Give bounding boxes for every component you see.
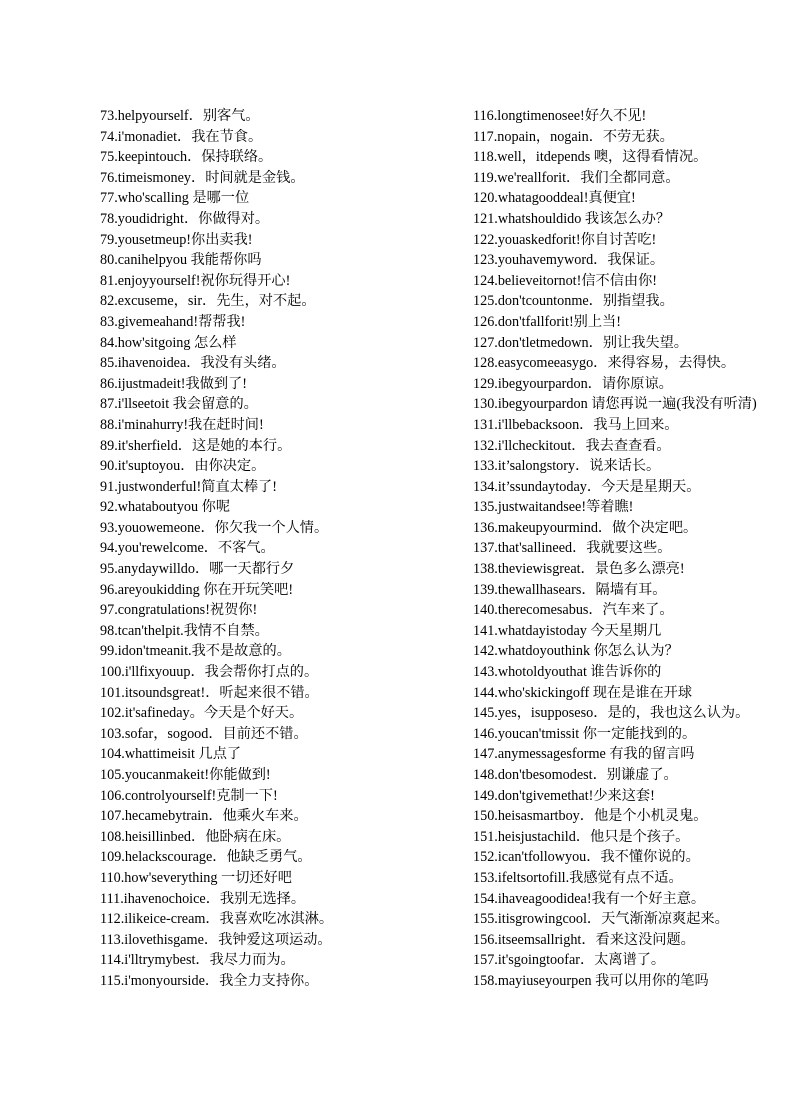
phrase-line: 105.youcanmakeit!你能做到! <box>100 767 271 783</box>
phrase-line: 100.i'llfixyouup．我会帮你打点的。 <box>100 664 319 681</box>
phrase-line: 82.excuseme，sir．先生，对不起。 <box>100 293 316 310</box>
phrase-line: 113.ilovethisgame．我钟爱这项运动。 <box>100 931 332 948</box>
phrase-line: 124.believeitornot!信不信由你! <box>473 272 658 289</box>
phrase-line: 125.don'tcountonme．别指望我。 <box>473 293 674 310</box>
phrase-line: 98.tcan'thelpit.我情不自禁。 <box>100 622 269 639</box>
phrase-line: 137.that'sallineed．我就要这些。 <box>473 540 672 557</box>
phrase-line: 155.itisgrowingcool．天气渐渐凉爽起来。 <box>473 911 729 928</box>
phrase-line: 94.you'rewelcome．不客气。 <box>100 540 275 557</box>
phrase-line: 95.anydaywilldo．哪一天都行夕 <box>100 561 295 578</box>
phrase-line: 127.don'tletmedown．别让我失望。 <box>473 334 688 351</box>
phrase-line: 84.how'sitgoing 怎么样 <box>100 334 237 351</box>
phrase-line: 117.nopain，nogain．不劳无获。 <box>473 128 674 145</box>
phrase-line: 111.ihavenochoice．我别无选择。 <box>100 890 306 907</box>
right-column <box>473 106 788 992</box>
phrase-line: 108.heisillinbed．他卧病在床。 <box>100 828 291 845</box>
phrase-line: 109.helackscourage．他缺乏勇气。 <box>100 849 312 866</box>
phrase-line: 107.hecamebytrain．他乘火车来。 <box>100 808 308 825</box>
phrase-line: 122.youaskedforit!你自讨苦吃! <box>473 231 657 248</box>
phrase-line: 148.don'tbesomodest．别谦虚了。 <box>473 767 678 783</box>
phrase-line: 75.keepintouch．保持联络。 <box>100 149 273 166</box>
phrase-line: 101.itsoundsgreat!．听起来很不错。 <box>100 684 319 701</box>
phrase-line: 76.timeismoney．时间就是金钱。 <box>100 169 305 186</box>
phrase-line: 141.whatdayistoday 今天星期几 <box>473 622 662 639</box>
left-column <box>100 106 460 992</box>
phrase-line: 129.ibegyourpardon．请你原谅。 <box>473 375 673 392</box>
phrase-line: 104.whattimeisit 几点了 <box>100 746 242 763</box>
phrase-line: 77.who'scalling 是哪一位 <box>100 190 250 207</box>
phrase-line: 118.well，itdepends 噢，这得看情况。 <box>473 149 708 166</box>
phrase-line: 140.therecomesabus．汽车来了。 <box>473 602 674 619</box>
phrase-line: 102.it'safineday。今天是个好天。 <box>100 705 304 722</box>
phrase-line: 89.it'sherfield．这是她的本行。 <box>100 437 292 454</box>
phrase-line: 152.ican'tfollowyou．我不懂你说的。 <box>473 849 700 866</box>
phrase-line: 120.whatagooddeal!真便宜! <box>473 190 636 207</box>
phrase-line: 156.itseemsallright．看来这没问题。 <box>473 931 695 948</box>
phrase-line: 154.ihaveagoodidea!我有一个好主意。 <box>473 890 706 907</box>
phrase-line: 73.helpyourself．别客气。 <box>100 108 260 124</box>
phrase-line: 144.who'skickingoff 现在是谁在开球 <box>473 684 693 701</box>
phrase-line: 106.controlyourself!克制一下! <box>100 787 278 804</box>
phrase-line: 123.youhavemyword．我保证。 <box>473 252 665 269</box>
phrase-line: 143.whotoldyouthat 谁告诉你的 <box>473 664 662 681</box>
phrase-line: 145.yes，isupposeso．是的，我也这么认为。 <box>473 705 750 722</box>
phrase-line: 128.easycomeeasygo．来得容易，去得快。 <box>473 355 736 372</box>
phrase-line: 80.canihelpyou 我能帮你吗 <box>100 252 262 269</box>
phrase-line: 150.heisasmartboy．他是个小机灵鬼。 <box>473 808 708 825</box>
phrase-line: 136.makeupyourmind．做个决定吧。 <box>473 519 698 536</box>
phrase-line: 99.idon'tmeanit.我不是故意的。 <box>100 643 291 660</box>
phrase-line: 74.i'monadiet．我在节食。 <box>100 128 263 145</box>
phrase-line: 87.i'llseetoit 我会留意的。 <box>100 396 258 413</box>
phrase-line: 132.i'llcheckitout．我去查查看。 <box>473 437 671 454</box>
phrase-line: 96.areyoukidding 你在开玩笑吧! <box>100 581 294 598</box>
phrase-line: 146.youcan'tmissit 你一定能找到的。 <box>473 725 697 742</box>
phrase-line: 78.youdidright．你做得对。 <box>100 210 270 227</box>
phrase-line: 85.ihavenoidea．我没有头绪。 <box>100 355 286 372</box>
phrase-line: 114.i'lltrymybest．我尽力而为。 <box>100 952 295 969</box>
phrase-line: 86.ijustmadeit!我做到了! <box>100 375 247 392</box>
phrase-line: 133.it’salongstory．说来话长。 <box>473 458 661 475</box>
phrase-line: 90.it'suptoyou．由你决定。 <box>100 458 266 475</box>
phrase-line: 79.yousetmeup!你出卖我! <box>100 231 253 248</box>
phrase-line: 91.justwonderful!简直太棒了! <box>100 478 277 495</box>
phrase-line: 151.heisjustachild．他只是个孩子。 <box>473 828 690 845</box>
phrase-line: 112.ilikeice-cream．我喜欢吃冰淇淋。 <box>100 911 334 928</box>
phrase-line: 153.ifeltsortofill.我感觉有点不适。 <box>473 869 683 886</box>
phrase-line: 93.youowemeone．你欠我一个人情。 <box>100 519 329 536</box>
phrase-line: 126.don'tfallforit!别上当! <box>473 313 621 330</box>
phrase-line: 130.ibegyourpardon 请您再说一遍(我没有听清) <box>473 396 757 413</box>
phrase-line: 81.enjoyyourself!祝你玩得开心! <box>100 272 291 289</box>
phrase-line: 83.givemeahand!帮帮我! <box>100 313 246 330</box>
phrase-line: 110.how'severything 一切还好吧 <box>100 869 292 886</box>
phrase-line: 147.anymessagesforme 有我的留言吗 <box>473 746 695 763</box>
phrase-line: 131.i'llbebacksoon．我马上回来。 <box>473 416 679 433</box>
phrase-line: 139.thewallhasears．隔墙有耳。 <box>473 581 667 598</box>
phrase-line: 134.it’ssundaytoday．今天是星期天。 <box>473 478 701 495</box>
phrase-line: 138.theviewisgreat．景色多么漂亮! <box>473 561 685 578</box>
phrase-line: 142.whatdoyouthink 你怎么认为？ <box>473 643 679 660</box>
phrase-line: 119.we'reallforit．我们全都同意。 <box>473 169 680 186</box>
phrase-line: 149.don'tgivemethat!少来这套! <box>473 787 655 804</box>
phrase-line: 135.justwaitandsee!等着瞧! <box>473 499 634 516</box>
phrase-line: 115.i'monyourside．我全力支持你。 <box>100 972 319 989</box>
phrase-line: 92.whataboutyou 你呢 <box>100 499 231 516</box>
phrase-line: 157.it'sgoingtoofar．太离谱了。 <box>473 952 666 969</box>
phrase-line: 97.congratulations!祝贺你! <box>100 602 258 619</box>
phrase-line: 103.sofar，sogood．目前还不错。 <box>100 725 308 742</box>
phrase-line: 121.whatshouldido 我该怎么办？ <box>473 210 671 227</box>
phrase-line: 88.i'minahurry!我在赶时间! <box>100 416 264 433</box>
phrase-line: 158.mayiuseyourpen 我可以用你的笔吗 <box>473 972 709 989</box>
phrase-line: 116.longtimenosee!好久不见! <box>473 108 647 124</box>
